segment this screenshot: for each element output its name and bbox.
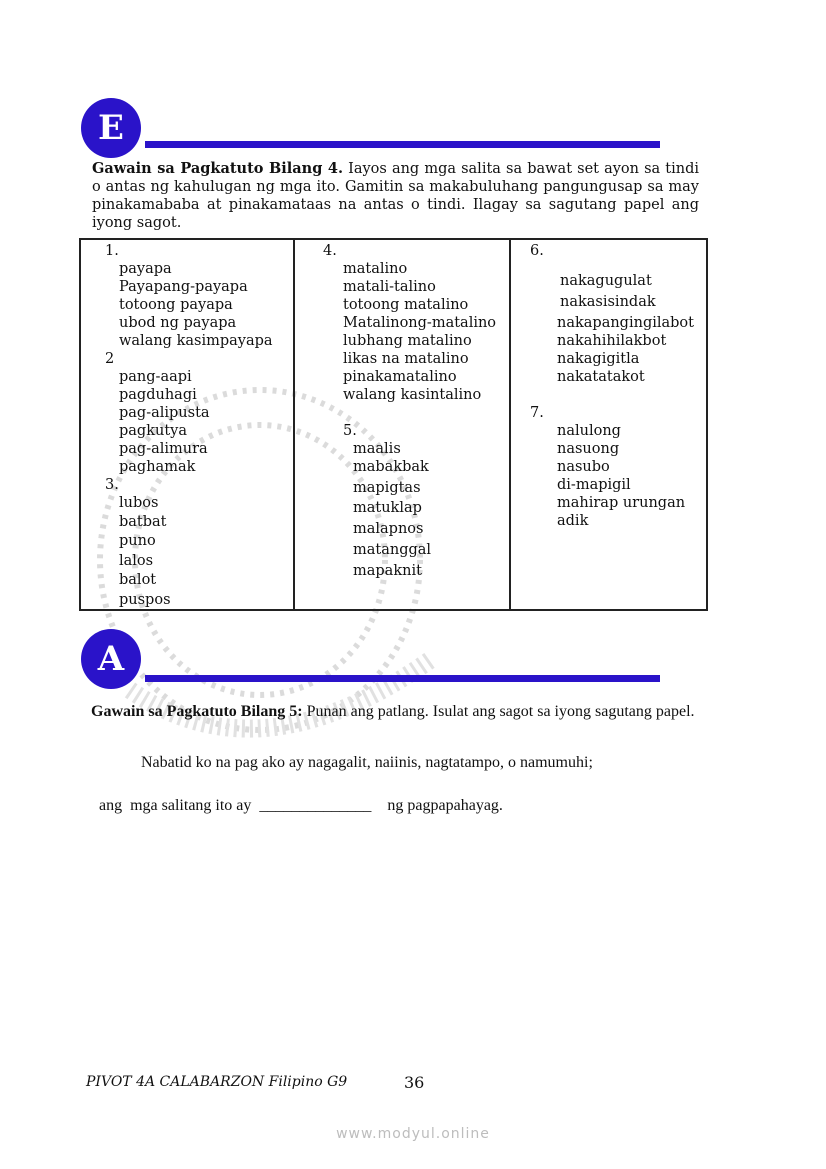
set-4-word: totoong matalino [343, 297, 469, 313]
set-4-word: lubhang matalino [343, 333, 472, 349]
set-2-word: pag-alimura [119, 441, 208, 457]
section-e-badge [81, 98, 141, 158]
set-5-word: matanggal [353, 542, 432, 558]
set-7-word: nasubo [557, 459, 610, 475]
activity-5-text: Punan ang patlang. Isulat ang sagot sa iyong sagutang papel. [302, 703, 695, 720]
set-7-word: di-mapigil [557, 477, 631, 493]
sentence-end: ng pagpapahayag. [387, 797, 503, 814]
set-6-number: 6. [530, 243, 544, 259]
set-7-word: nalulong [557, 423, 621, 439]
set-6-word: nakasisindak [560, 294, 656, 310]
set-4-word: matalino [343, 261, 408, 277]
set-6-word: nakagugulat [560, 273, 652, 289]
sentence-text: Nabatid ko na pag ako ay nagagalit, naiinis, nagtatampo, o namumuhi; [141, 754, 593, 771]
set-2-word: pag-alipusta [119, 405, 210, 421]
set-6-word: nakatatakot [557, 369, 645, 385]
set-3-number: 3. [105, 477, 119, 493]
set-5-word: mapigtas [353, 480, 421, 496]
set-7-word: mahirap urungan [557, 495, 686, 511]
set-1-word: ubod ng payapa [119, 315, 237, 331]
set-2-word: pagkutya [119, 423, 187, 439]
word-sets-table [79, 238, 708, 611]
set-6-word: nakahihilakbot [557, 333, 667, 349]
section-a-badge [81, 629, 141, 689]
sentence-start: ang mga salitang ito ay [99, 797, 252, 814]
site-watermark: www.modyul.online [336, 1126, 490, 1142]
set-4-word: matali-talino [343, 279, 436, 295]
page-number: 36 [404, 1073, 425, 1092]
section-e-divider [145, 141, 660, 148]
set-2-word: pagduhagi [119, 387, 197, 403]
fill-blank-sentence-line-1 [141, 752, 701, 773]
activity-4-instructions [92, 160, 699, 232]
activity-4-text: Iayos ang mga salita sa bawat set ayon sa tindi o antas ng kahulugan ng mga ito. Gamitin sa makabuluhang pangungusap sa may pinakamababa at pinakamataas na antas o tindi. Ilagay sa sagutang papel ang iyong sagot. [92, 161, 699, 231]
set-7-number: 7. [530, 405, 544, 421]
section-e-letter: E [98, 108, 124, 148]
set-4-word: walang kasintalino [343, 387, 482, 403]
set-3-word: balot [119, 572, 157, 588]
set-3-word: lubos [119, 495, 159, 511]
set-5-word: matuklap [353, 500, 422, 516]
set-1-word: Payapang-payapa [119, 279, 248, 295]
answer-blank: ______________ [259, 797, 372, 814]
column-divider-2 [509, 240, 511, 609]
set-4-number: 4. [323, 243, 337, 259]
set-4-word: likas na matalino [343, 351, 469, 367]
set-7-word: adik [557, 513, 589, 529]
set-6-word: nakapangingilabot [557, 315, 694, 331]
fill-blank-sentence-line-2 [91, 774, 701, 816]
set-4-word: Matalinong-matalino [343, 315, 497, 331]
set-3-word: batbat [119, 514, 167, 530]
set-1-word: totoong payapa [119, 297, 233, 313]
set-7-word: nasuong [557, 441, 620, 457]
set-3-word: puspos [119, 592, 171, 608]
set-2-word: paghamak [119, 459, 196, 475]
set-4-word: pinakamatalino [343, 369, 457, 385]
set-6-word: nakagigitla [557, 351, 640, 367]
set-5-word: maalis [353, 441, 401, 457]
set-5-word: malapnos [353, 521, 424, 537]
set-2-number: 2 [105, 351, 115, 367]
footer-label: PIVOT 4A CALABARZON Filipino G9 [86, 1074, 348, 1090]
column-divider-1 [293, 240, 295, 609]
set-3-word: lalos [119, 553, 154, 569]
set-5-word: mabakbak [353, 459, 429, 475]
set-5-word: mapaknit [353, 563, 422, 579]
set-1-number: 1. [105, 243, 119, 259]
section-a-divider [145, 675, 660, 682]
section-a-letter: A [97, 639, 125, 679]
set-2-word: pang-aapi [119, 369, 192, 385]
set-5-number: 5. [343, 423, 357, 439]
activity-5-instructions [91, 701, 701, 722]
activity-4-title: Gawain sa Pagkatuto Bilang 4. [92, 160, 344, 177]
set-1-word: payapa [119, 261, 172, 277]
set-1-word: walang kasimpayapa [119, 333, 273, 349]
activity-5-title: Gawain sa Pagkatuto Bilang 5: [91, 703, 303, 720]
set-3-word: puno [119, 533, 156, 549]
